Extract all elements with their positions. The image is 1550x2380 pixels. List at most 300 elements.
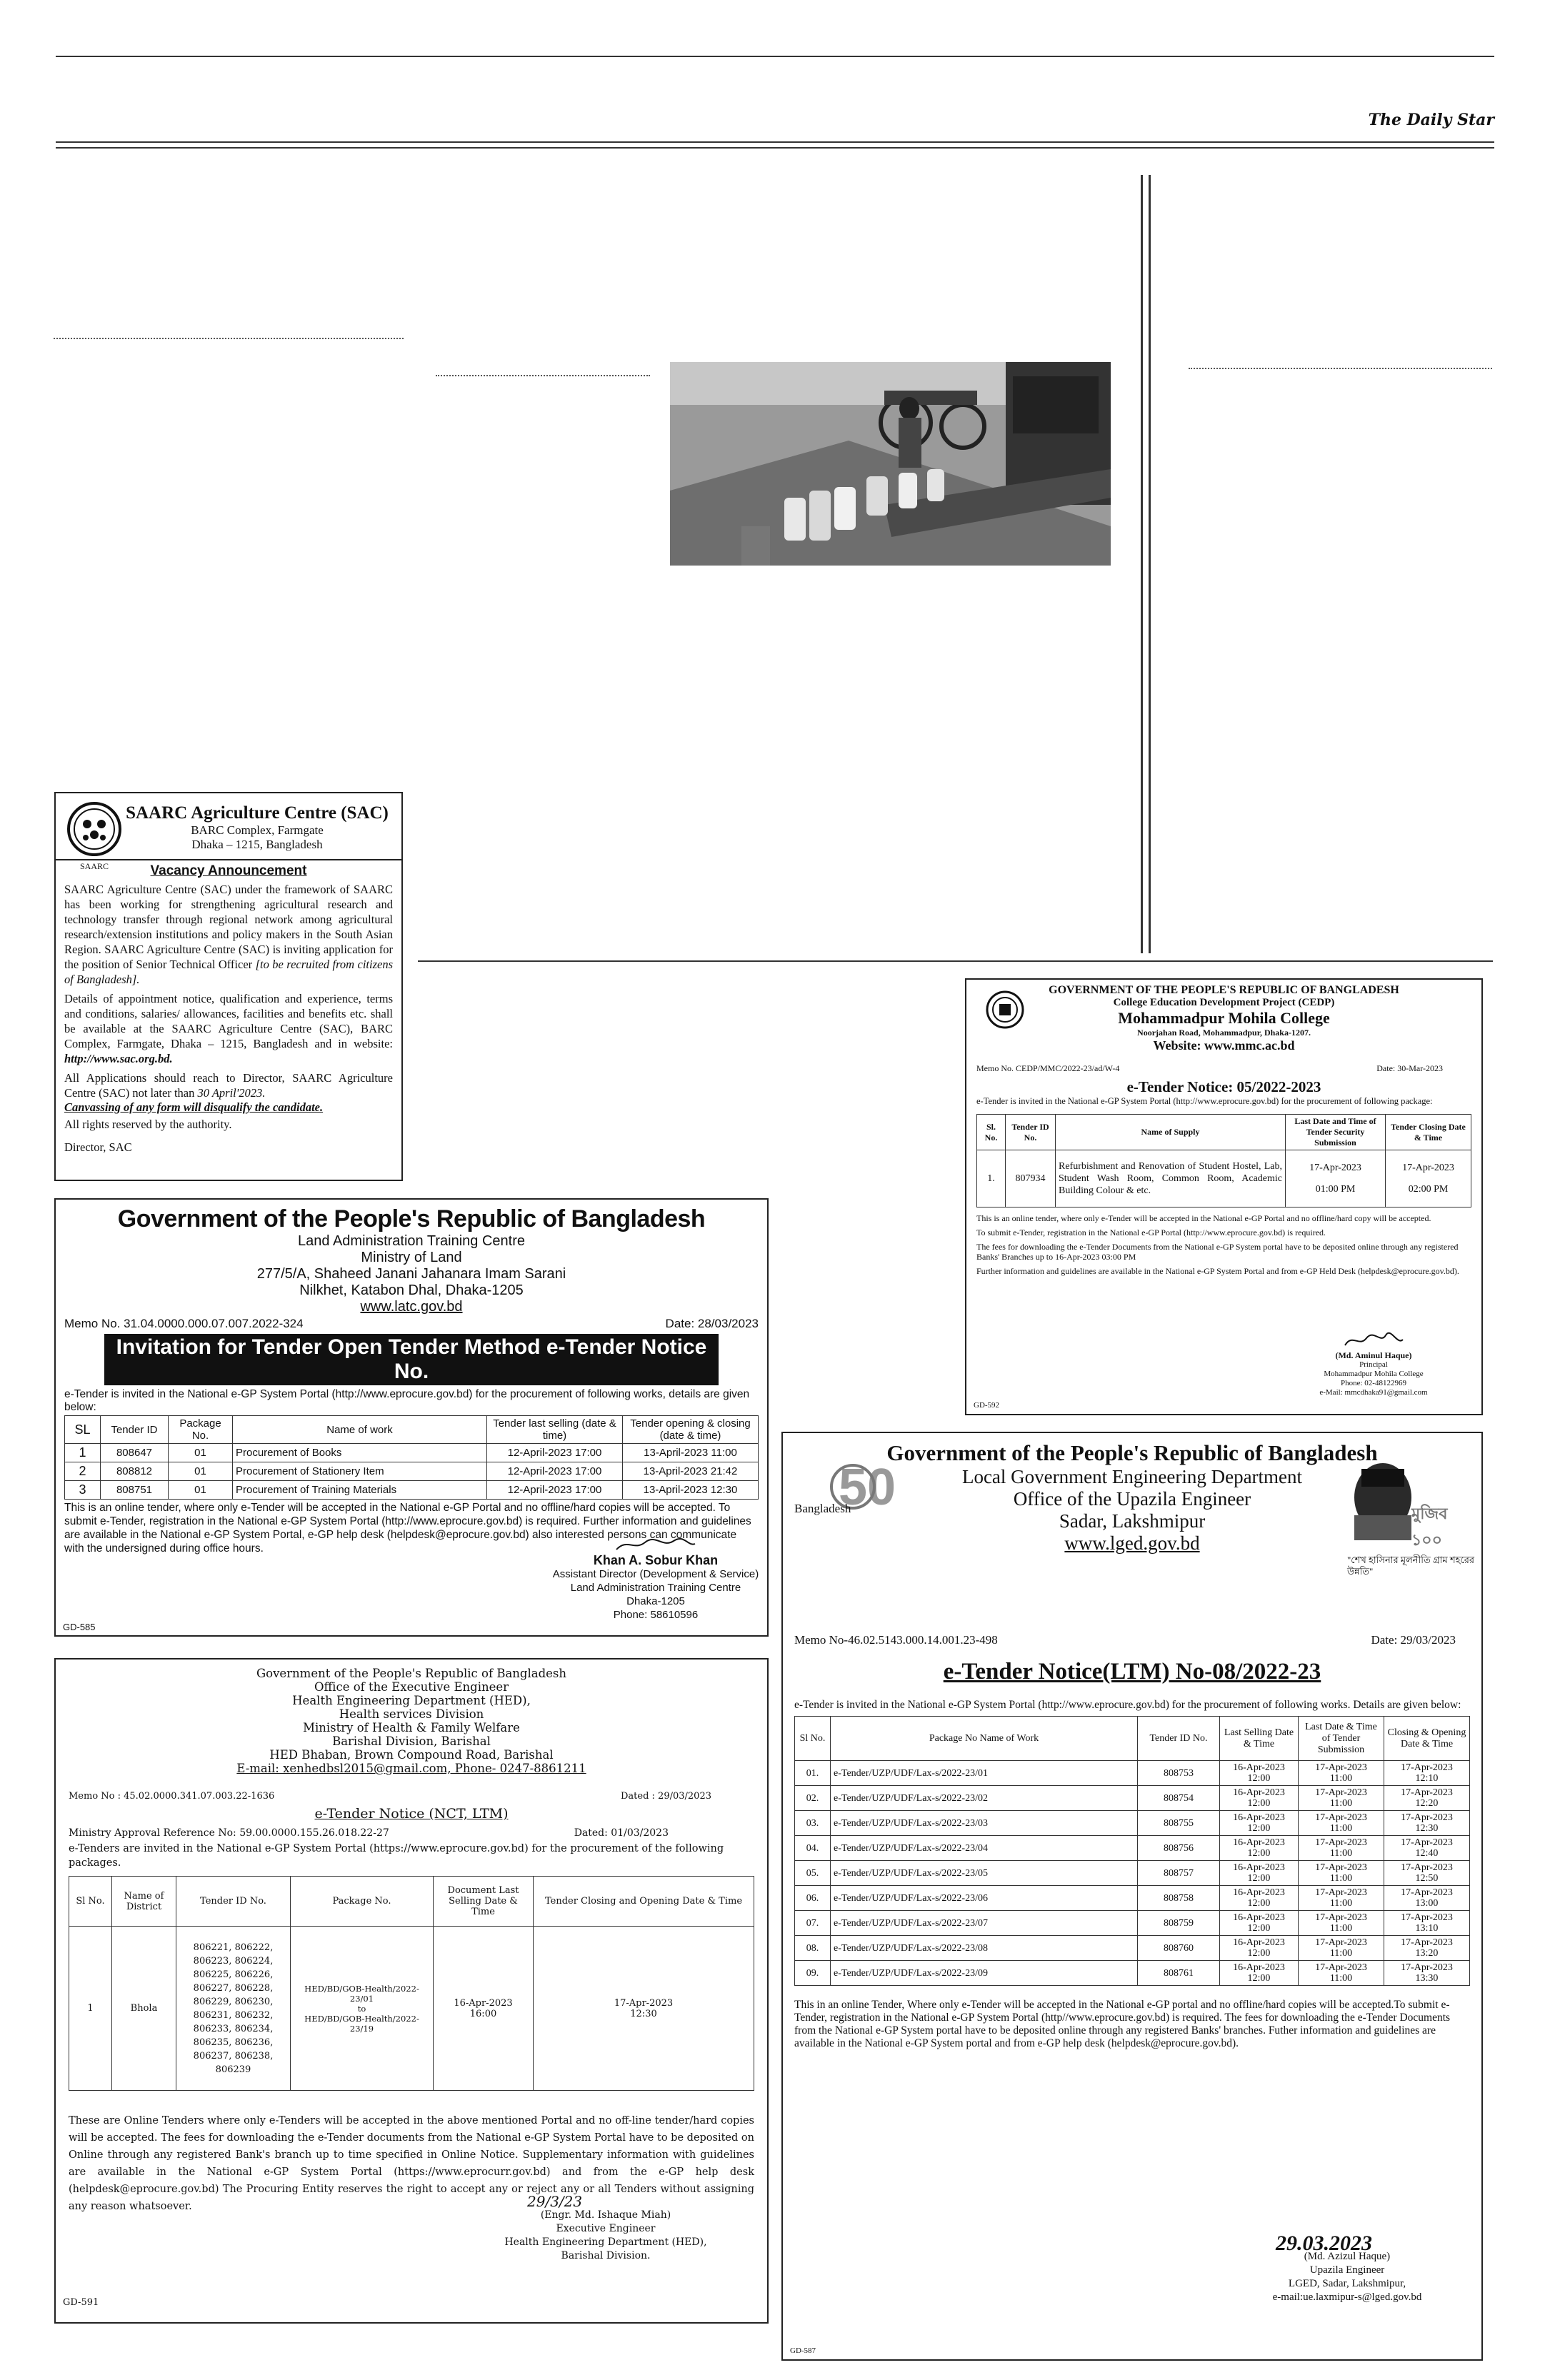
svg-text:50: 50 bbox=[839, 1459, 896, 1516]
cell-text: 11:00 bbox=[1329, 1948, 1353, 1959]
cell-text: 12:00 bbox=[1247, 1973, 1271, 1984]
mmc-sign-name: (Md. Aminul Haque) bbox=[1335, 1350, 1412, 1360]
cell bbox=[831, 1761, 1138, 1786]
lged-intro: e-Tender is invited in the National e-GP System Portal (http://www.eprocure.gov.bd) for the procurement of following works. Details are given below: bbox=[794, 1699, 1461, 1711]
lged-memo: Memo No-46.02.5143.000.14.001.23-498 bbox=[794, 1633, 998, 1647]
hed-memo: Memo No : 45.02.0000.341.07.003.22-1636 bbox=[69, 1791, 275, 1802]
cell-text: 16-Apr-2023 bbox=[1233, 1962, 1285, 1973]
lged-tender-ad bbox=[781, 1432, 1483, 2361]
cell bbox=[1384, 1836, 1470, 1861]
sac-para3-text: All Applications should reach to Director, SAARC Agriculture Centre (SAC) not later than bbox=[64, 1071, 393, 1100]
cell bbox=[1299, 1861, 1384, 1886]
cell-text: e-Tender/UZP/UDF/Lax-s/2022-23/04 bbox=[834, 1842, 988, 1854]
cell-text: 808760 bbox=[1164, 1942, 1194, 1954]
hed-gov: Government of the People's Republic of Bangladesh bbox=[256, 1667, 567, 1680]
sac-signature: Director, SAC bbox=[64, 1140, 132, 1154]
mmc-th-id: Tender ID No. bbox=[1006, 1115, 1056, 1150]
cell-text: 12:00 bbox=[1247, 1948, 1271, 1959]
cell-text: 12:00 bbox=[1247, 1873, 1271, 1884]
cell-text: 17-Apr-2023 bbox=[1315, 1887, 1367, 1898]
cell: Procurement of Books bbox=[233, 1444, 487, 1462]
hed-approval-row bbox=[69, 1827, 754, 1839]
cell: 01 bbox=[169, 1462, 233, 1481]
hed-th-package: Package No. bbox=[291, 1877, 434, 1927]
cell: 1. bbox=[977, 1150, 1006, 1207]
cell-text: 808759 bbox=[1164, 1917, 1194, 1929]
lged-th-selling: Last Selling Date & Time bbox=[1220, 1717, 1299, 1761]
cell bbox=[1138, 1786, 1220, 1811]
lged-date: Date: 29/03/2023 bbox=[1371, 1633, 1456, 1647]
hed-signature-block bbox=[484, 2195, 727, 2263]
hed-th-closing: Tender Closing and Opening Date & Time bbox=[534, 1877, 754, 1927]
hed-th-selling: Document Last Selling Date & Time bbox=[434, 1877, 534, 1927]
cell-text: 12:00 bbox=[1247, 1898, 1271, 1909]
cell-text: 07. bbox=[806, 1917, 819, 1929]
masthead-rule-1 bbox=[56, 141, 1494, 143]
cell-text: 02. bbox=[806, 1792, 819, 1804]
latc-sign-title: Assistant Director (Development & Service) bbox=[552, 1568, 759, 1580]
latc-footer: This is an online tender, where only e-Tender will be accepted in the National e-GP Portal and no offline/hard copies will be accepted. To submit e-Tender, registration in the National e-GP System Portal (http://www.eprocure.gov.bd) is required. Further information and guidelines are available in the National e-GP System Portal, e-GP help desk (helpdesk@eprocure.gov.bd) also interested persons can communicate with the undersigned during office hours. bbox=[64, 1502, 751, 1555]
latc-signature-block bbox=[549, 1537, 763, 1622]
cell bbox=[831, 1861, 1138, 1886]
cell bbox=[1220, 1836, 1299, 1861]
mmc-notes bbox=[976, 1213, 1471, 1276]
sac-deadline: 30 April'2023. bbox=[197, 1086, 266, 1100]
cell bbox=[831, 1911, 1138, 1936]
cell bbox=[831, 1886, 1138, 1911]
latc-website[interactable]: www.latc.gov.bd bbox=[360, 1299, 463, 1315]
hed-sign-title: Executive Engineer bbox=[556, 2223, 656, 2234]
hed-dept: Health Engineering Department (HED), bbox=[292, 1694, 531, 1707]
mujib-100-text: মুজিব ১০০ bbox=[1411, 1505, 1448, 1549]
section-rule bbox=[418, 960, 1493, 962]
cell bbox=[1220, 1911, 1299, 1936]
sac-warning: Canvassing of any form will disqualify the candidate. bbox=[64, 1100, 324, 1114]
mmc-th-sl: Sl. No. bbox=[977, 1115, 1006, 1150]
cell: 3 bbox=[65, 1481, 101, 1500]
cell bbox=[1299, 1936, 1384, 1961]
cell-text: 12:00 bbox=[1247, 1798, 1271, 1809]
lged-table-body bbox=[795, 1761, 1470, 1986]
lged-website[interactable]: www.lged.gov.bd bbox=[1064, 1532, 1200, 1554]
latc-gd-code: GD-585 bbox=[63, 1622, 96, 1632]
lged-sign-name: (Md. Azizul Haque) bbox=[1304, 2251, 1391, 2262]
latc-intro: e-Tender is invited in the National e-GP System Portal (http://www.eprocure.gov.bd) for the procurement of following works, details are given below: bbox=[64, 1388, 750, 1413]
sac-address-1: BARC Complex, Farmgate bbox=[191, 823, 324, 837]
mmc-th-security: Last Date and Time of Tender Security Submission bbox=[1286, 1115, 1386, 1150]
lged-dept: Local Government Engineering Department bbox=[961, 1466, 1303, 1487]
sac-paragraph-1 bbox=[64, 882, 393, 987]
latc-banner: Invitation for Tender Open Tender Method e-Tender Notice No. bbox=[104, 1334, 719, 1385]
cell bbox=[1138, 1761, 1220, 1786]
mmc-signature-block bbox=[1274, 1330, 1474, 1397]
hed-tender-ad bbox=[54, 1658, 769, 2324]
cell-text: 11:00 bbox=[1329, 1898, 1353, 1909]
mmc-address: Noorjahan Road, Mohammadpur, Dhaka-1207. bbox=[1137, 1028, 1311, 1038]
cell bbox=[1384, 1811, 1470, 1836]
cell: 808647 bbox=[101, 1444, 169, 1462]
cell-text: 17-Apr-2023 bbox=[1315, 1762, 1367, 1773]
lged-sign-title: Upazila Engineer bbox=[1309, 2264, 1385, 2276]
cell: 2 bbox=[65, 1462, 101, 1481]
cell-text: 04. bbox=[806, 1842, 819, 1854]
hed-table bbox=[69, 1876, 754, 2091]
dotted-separator-1 bbox=[54, 338, 404, 339]
cell bbox=[1384, 1936, 1470, 1961]
sac-heading: Vacancy Announcement bbox=[150, 863, 307, 878]
cell: 13-April-2023 21:42 bbox=[623, 1462, 759, 1481]
latc-sign-name: Khan A. Sobur Khan bbox=[593, 1553, 719, 1567]
hed-division: Health services Division bbox=[339, 1707, 484, 1721]
sac-paragraph-2 bbox=[64, 991, 393, 1066]
mmc-project: College Education Development Project (CEDP) bbox=[1113, 997, 1335, 1008]
table-row bbox=[795, 1836, 1470, 1861]
cell-text: 17-Apr-2023 bbox=[1315, 1787, 1367, 1798]
table-row bbox=[795, 1886, 1470, 1911]
cell bbox=[1299, 1786, 1384, 1811]
cell-text: 17-Apr-2023 bbox=[1401, 1762, 1453, 1773]
lged-office: Office of the Upazila Engineer bbox=[1013, 1488, 1251, 1510]
cell: 1 bbox=[65, 1444, 101, 1462]
cell-text: 11:00 bbox=[1329, 1873, 1353, 1884]
cell: Procurement of Training Materials bbox=[233, 1481, 487, 1500]
mmc-closing-time: 02:00 PM bbox=[1408, 1183, 1449, 1195]
cell-text: 13:10 bbox=[1415, 1923, 1439, 1934]
mmc-note-2: To submit e-Tender, registration in the National e-GP Portal (http://www.eprocure.gov.bd) is required. bbox=[976, 1227, 1326, 1237]
cell bbox=[1384, 1861, 1470, 1886]
mmc-sign-phone: Phone: 02-48122969 bbox=[1341, 1379, 1406, 1387]
cell bbox=[795, 1861, 831, 1886]
mmc-sign-org: Mohammadpur Mohila College bbox=[1324, 1370, 1424, 1378]
mmc-memo-row bbox=[976, 1063, 1471, 1074]
cell bbox=[1220, 1886, 1299, 1911]
cell bbox=[831, 1811, 1138, 1836]
mmc-sign-title: Principal bbox=[1359, 1360, 1388, 1369]
hed-sell-time: 16:00 bbox=[469, 2008, 497, 2019]
latc-address-1: 277/5/A, Shaheed Janani Jahanara Imam Sarani bbox=[256, 1266, 566, 1282]
cell bbox=[1299, 1961, 1384, 1986]
latc-th-id: Tender ID bbox=[101, 1416, 169, 1444]
cell-text: 09. bbox=[806, 1967, 819, 1979]
cell bbox=[795, 1836, 831, 1861]
cell bbox=[831, 1786, 1138, 1811]
mmc-website[interactable]: Website: www.mmc.ac.bd bbox=[1153, 1038, 1295, 1053]
cell-text: 03. bbox=[806, 1817, 819, 1829]
sac-rights: All rights reserved by the authority. bbox=[64, 1118, 232, 1131]
cell-text: 17-Apr-2023 bbox=[1401, 1962, 1453, 1973]
lged-title: e-Tender Notice(LTM) No-08/2022-23 bbox=[943, 1659, 1321, 1684]
cell-text: 17-Apr-2023 bbox=[1401, 1887, 1453, 1898]
hed-contact: E-mail: xenhedbsl2015@gmail.com, Phone- 0247-8861211 bbox=[236, 1762, 586, 1775]
lged-th-submission: Last Date & Time of Tender Submission bbox=[1299, 1717, 1384, 1761]
cell bbox=[1138, 1961, 1220, 1986]
cell-text: 13:30 bbox=[1415, 1973, 1439, 1984]
hed-th-id: Tender ID No. bbox=[176, 1877, 291, 1927]
latc-th-selling: Tender last selling (date & time) bbox=[487, 1416, 623, 1444]
hed-office: Office of the Executive Engineer bbox=[314, 1680, 509, 1694]
cell bbox=[795, 1961, 831, 1986]
cell-text: 13:00 bbox=[1415, 1898, 1439, 1909]
sac-website-link[interactable]: http://www.sac.org.bd. bbox=[64, 1052, 173, 1065]
table-row bbox=[795, 1911, 1470, 1936]
cell bbox=[795, 1936, 831, 1961]
cell: 01 bbox=[169, 1444, 233, 1462]
cell bbox=[1220, 1861, 1299, 1886]
mmc-intro: e-Tender is invited in the National e-GP System Portal (http://www.eprocure.gov.bd) for the procurement of following package: bbox=[976, 1096, 1433, 1106]
cell: 13-April-2023 12:30 bbox=[623, 1481, 759, 1500]
cell bbox=[1138, 1811, 1220, 1836]
cell: 808812 bbox=[101, 1462, 169, 1481]
lged-th-id: Tender ID No. bbox=[1138, 1717, 1220, 1761]
latc-org: Land Administration Training Centre bbox=[298, 1233, 525, 1249]
cell: Bhola bbox=[112, 1927, 176, 2091]
cell-text: 16-Apr-2023 bbox=[1233, 1787, 1285, 1798]
cell-text: 16-Apr-2023 bbox=[1233, 1937, 1285, 1948]
latc-sign-city: Dhaka-1205 bbox=[626, 1595, 685, 1607]
cell: 806221, 806222, 806223, 806224, 806225, 806226, 806227, 806228, 806229, 806230, 806231, 806232, 806233, 806234, 806235, 806236, 806237, 806238, 806239 bbox=[176, 1927, 291, 2091]
cell-text: 12:00 bbox=[1247, 1923, 1271, 1934]
hed-title: e-Tender Notice (NCT, LTM) bbox=[314, 1806, 509, 1822]
cell bbox=[534, 1927, 754, 2091]
dotted-separator-3 bbox=[1189, 368, 1492, 369]
cell-text: 16-Apr-2023 bbox=[1233, 1812, 1285, 1823]
cell bbox=[795, 1786, 831, 1811]
masthead-rule-2 bbox=[56, 147, 1494, 149]
sac-paragraph-3 bbox=[64, 1070, 393, 1100]
mmc-tender-ad bbox=[965, 978, 1483, 1415]
lged-signature-date: 29.03.2023 bbox=[1276, 2231, 1372, 2255]
latc-th-work: Name of work bbox=[233, 1416, 487, 1444]
cell: Refurbishment and Renovation of Student Hostel, Lab, Student Wash Room, Common Room, Academic Building Colour & etc. bbox=[1056, 1150, 1286, 1207]
cell bbox=[1286, 1150, 1386, 1207]
mmc-security-date: 17-Apr-2023 bbox=[1309, 1162, 1361, 1173]
table-row bbox=[795, 1786, 1470, 1811]
cell-text: 12:00 bbox=[1247, 1848, 1271, 1859]
cell-text: 12:20 bbox=[1415, 1798, 1439, 1809]
cell-text: e-Tender/UZP/UDF/Lax-s/2022-23/06 bbox=[834, 1892, 988, 1904]
table-row bbox=[69, 1927, 754, 2091]
cell bbox=[795, 1911, 831, 1936]
hed-sign-org: Health Engineering Department (HED), bbox=[504, 2236, 707, 2248]
mmc-note-3: The fees for downloading the e-Tender Documents from the National e-GP System portal have to be deposited online through any registered Banks' Branches up to 16-Apr-2023 03:00 PM bbox=[976, 1242, 1459, 1262]
hed-package-to: HED/BD/GOB-Health/2022-23/19 bbox=[304, 2013, 419, 2034]
latc-sign-phone: Phone: 58610596 bbox=[613, 1609, 699, 1621]
cell bbox=[1384, 1886, 1470, 1911]
lged-sign-email: e-mail:ue.laxmipur-s@lged.gov.bd bbox=[1272, 2291, 1422, 2303]
cell-text: 16-Apr-2023 bbox=[1233, 1762, 1285, 1773]
cell-text: 808753 bbox=[1164, 1767, 1194, 1779]
mmc-security-time: 01:00 PM bbox=[1315, 1183, 1356, 1195]
latc-signature-scribble bbox=[613, 1537, 699, 1554]
cell-text: 808758 bbox=[1164, 1892, 1194, 1904]
mmc-th-closing: Tender Closing Date & Time bbox=[1386, 1115, 1471, 1150]
bangladesh-50-logo bbox=[794, 1455, 896, 1540]
cell-text: 16-Apr-2023 bbox=[1233, 1912, 1285, 1923]
cell-text: 17-Apr-2023 bbox=[1401, 1787, 1453, 1798]
cell-text: e-Tender/UZP/UDF/Lax-s/2022-23/02 bbox=[834, 1792, 988, 1804]
sac-title: SAARC Agriculture Centre (SAC) bbox=[126, 803, 389, 823]
mmc-title: e-Tender Notice: 05/2022-2023 bbox=[1126, 1078, 1321, 1095]
table-row bbox=[65, 1462, 759, 1481]
cell-text: 08. bbox=[806, 1942, 819, 1954]
government-seal-icon bbox=[985, 990, 1025, 1033]
cell bbox=[795, 1761, 831, 1786]
cell: 12-April-2023 17:00 bbox=[487, 1481, 623, 1500]
hed-sign-name: (Engr. Md. Ishaque Miah) bbox=[540, 2209, 671, 2221]
hed-ministry: Ministry of Health & Family Welfare bbox=[303, 1721, 520, 1734]
latc-tender-ad bbox=[54, 1198, 769, 1637]
cell-text: 17-Apr-2023 bbox=[1401, 1937, 1453, 1948]
latc-th-sl: SL bbox=[65, 1416, 101, 1444]
cell bbox=[1220, 1936, 1299, 1961]
cell-text: 06. bbox=[806, 1892, 819, 1904]
cell-text: 11:00 bbox=[1329, 1973, 1353, 1984]
sac-para1-italic: [to be recruited from citizens of Bangladesh]. bbox=[64, 958, 394, 986]
hed-th-district: Name of District bbox=[112, 1877, 176, 1927]
latc-table bbox=[64, 1415, 759, 1500]
lged-slogan: "শেখ হাসিনার মূলনীতি গ্রাম শহরের উন্নতি" bbox=[1347, 1555, 1475, 1577]
cell bbox=[1220, 1811, 1299, 1836]
cell bbox=[1220, 1786, 1299, 1811]
table-row bbox=[795, 1761, 1470, 1786]
cell bbox=[1384, 1786, 1470, 1811]
hed-dated: Dated : 29/03/2023 bbox=[621, 1791, 711, 1802]
hed-signature-date: 29/3/23 bbox=[527, 2193, 583, 2210]
table-row bbox=[977, 1150, 1471, 1207]
table-row bbox=[795, 1811, 1470, 1836]
mujib-100-emblem bbox=[1333, 1455, 1476, 1583]
cell-text: 17-Apr-2023 bbox=[1315, 1812, 1367, 1823]
cell-text: 11:00 bbox=[1329, 1823, 1353, 1834]
column-divider-right bbox=[1149, 175, 1151, 953]
latc-memo: Memo No. 31.04.0000.000.07.007.2022-324 bbox=[64, 1317, 304, 1330]
hed-close-time: 12:30 bbox=[630, 2008, 657, 2019]
cell-text: 808755 bbox=[1164, 1817, 1194, 1829]
cell-text: 17-Apr-2023 bbox=[1315, 1912, 1367, 1923]
hed-footer: These are Online Tenders where only e-Tenders will be accepted in the above mentioned Portal and no off-line tender/hard copies will be accepted. The fees for downloading the e-Tender documents from the National e-GP System Portal have to be deposited on Online through any registered Bank's branch up to time specified in Online Notice. Supplementary information with guidelines are available in the National e-GP System Portal (https://www.eprocurr.gov.bd) and from the e-GP help desk (helpdesk@eprocure.gov.bd) The Procuring Entity reserves the right to accept any or reject any or all Tenders without assigning any reason whatsoever. bbox=[69, 2115, 754, 2212]
cell: 1 bbox=[69, 1927, 112, 2091]
table-row bbox=[795, 1861, 1470, 1886]
lged-sign-org: LGED, Sadar, Lakshmipur, bbox=[1288, 2278, 1406, 2289]
hed-approval: Ministry Approval Reference No: 59.00.0000.155.26.018.22-27 bbox=[69, 1827, 389, 1839]
cell-text: 05. bbox=[806, 1867, 819, 1879]
cell: 12-April-2023 17:00 bbox=[487, 1462, 623, 1481]
cell-text: 17-Apr-2023 bbox=[1315, 1862, 1367, 1873]
hed-sell-date: 16-Apr-2023 bbox=[454, 1997, 513, 2009]
hed-package-to-word: to bbox=[357, 2003, 366, 2014]
top-rule bbox=[56, 56, 1494, 57]
hed-barishal: Barishal Division, Barishal bbox=[332, 1734, 491, 1748]
cell-text: 11:00 bbox=[1329, 1923, 1353, 1934]
lged-logo-text: Bangladesh bbox=[794, 1502, 851, 1515]
news-photo bbox=[670, 362, 1111, 566]
hed-gd-code: GD-591 bbox=[63, 2297, 99, 2308]
cell bbox=[795, 1811, 831, 1836]
cell bbox=[1299, 1761, 1384, 1786]
latc-ministry: Ministry of Land bbox=[361, 1250, 462, 1265]
cell: 807934 bbox=[1006, 1150, 1056, 1207]
lged-place: Sadar, Lakshmipur bbox=[1059, 1510, 1206, 1532]
cell-text: 17-Apr-2023 bbox=[1401, 1862, 1453, 1873]
cell: 12-April-2023 17:00 bbox=[487, 1444, 623, 1462]
mmc-signature-scribble bbox=[1341, 1330, 1406, 1351]
cell-text: 11:00 bbox=[1329, 1773, 1353, 1784]
cell-text: 17-Apr-2023 bbox=[1401, 1837, 1453, 1848]
hed-intro: e-Tenders are invited in the National e-GP System Portal (https://www.eprocure.gov.bd) for the procurement of the following packages. bbox=[69, 1843, 724, 1869]
hed-approval-date: Dated: 01/03/2023 bbox=[574, 1827, 669, 1839]
cell-text: e-Tender/UZP/UDF/Lax-s/2022-23/08 bbox=[834, 1942, 988, 1954]
cell-text: e-Tender/UZP/UDF/Lax-s/2022-23/03 bbox=[834, 1817, 988, 1829]
cell bbox=[1138, 1936, 1220, 1961]
cell-text: 11:00 bbox=[1329, 1848, 1353, 1859]
cell: Procurement of Stationery Item bbox=[233, 1462, 487, 1481]
mmc-date: Date: 30-Mar-2023 bbox=[1376, 1063, 1443, 1073]
masthead-brand: The Daily Star bbox=[1368, 111, 1494, 129]
cell bbox=[1299, 1811, 1384, 1836]
cell bbox=[1138, 1911, 1220, 1936]
lged-th-closing: Closing & Opening Date & Time bbox=[1384, 1717, 1470, 1761]
cell-text: e-Tender/UZP/UDF/Lax-s/2022-23/01 bbox=[834, 1767, 988, 1779]
latc-gov-title: Government of the People's Republic of Bangladesh bbox=[117, 1205, 706, 1232]
cell-text: 12:30 bbox=[1415, 1823, 1439, 1834]
cell bbox=[1220, 1761, 1299, 1786]
lged-signature-block bbox=[1226, 2231, 1469, 2304]
latc-th-package: Package No. bbox=[169, 1416, 233, 1444]
cell bbox=[831, 1936, 1138, 1961]
lged-th-sl: Sl No. bbox=[795, 1717, 831, 1761]
cell-text: 13:20 bbox=[1415, 1948, 1439, 1959]
cell bbox=[1299, 1886, 1384, 1911]
cell: 01 bbox=[169, 1481, 233, 1500]
cell bbox=[1138, 1886, 1220, 1911]
sac-para2-text: Details of appointment notice, qualification and experience, terms and conditions, salaries/ allowances, facilities and benefits etc. shall be available at the SAARC Agriculture Centre (SAC), BARC Complex, Farmgate, Dhaka – 1215, Bangladesh and in website: bbox=[64, 992, 393, 1050]
mmc-gov: GOVERNMENT OF THE PEOPLE'S REPUBLIC OF BANGLADESH bbox=[1049, 984, 1399, 996]
mmc-table bbox=[976, 1114, 1471, 1207]
sac-logo-caption: SAARC bbox=[79, 861, 109, 871]
cell bbox=[1384, 1911, 1470, 1936]
mmc-closing-date: 17-Apr-2023 bbox=[1402, 1162, 1454, 1173]
cell-text: 16-Apr-2023 bbox=[1233, 1862, 1285, 1873]
cell bbox=[1384, 1961, 1470, 1986]
cell-text: 16-Apr-2023 bbox=[1233, 1887, 1285, 1898]
column-divider-left bbox=[1141, 175, 1143, 953]
cell-text: e-Tender/UZP/UDF/Lax-s/2022-23/07 bbox=[834, 1917, 988, 1929]
cell-text: 808756 bbox=[1164, 1842, 1194, 1854]
mmc-note-4: Further information and guidelines are available in the National e-GP System Portal and from e-GP Held Desk (helpdesk@eprocure.gov.bd). bbox=[976, 1266, 1459, 1276]
sac-vacancy-ad bbox=[54, 792, 403, 1181]
cell-text: 16-Apr-2023 bbox=[1233, 1837, 1285, 1848]
lged-footer: This in an online Tender, Where only e-Tender will be accepted in the National e-GP portal and no offline/hard copies will be accepted.To submit e-Tender, registration in the National e-GP System Portal (http//www.eprocure.gov.bd) is required. The fees for downloading the e-Tender Documents from the National e-GP System portal have to be deposited online through any registered Banks' branches. Futher information and guidelines are available in the National e-GP System portal and from e-GP help desk (helpdesk@eprocure.gov.bd). bbox=[794, 1999, 1451, 2049]
hed-sign-div: Barishal Division. bbox=[561, 2250, 651, 2261]
cell-text: 17-Apr-2023 bbox=[1401, 1912, 1453, 1923]
cell bbox=[795, 1886, 831, 1911]
lged-th-package: Package No Name of Work bbox=[831, 1717, 1138, 1761]
mmc-college: Mohammadpur Mohila College bbox=[1118, 1009, 1330, 1027]
sac-address-2: Dhaka – 1215, Bangladesh bbox=[191, 838, 323, 851]
cell bbox=[1138, 1836, 1220, 1861]
table-row bbox=[65, 1444, 759, 1462]
lged-gd-code: GD-587 bbox=[790, 2346, 816, 2355]
cell bbox=[1138, 1861, 1220, 1886]
cell bbox=[1386, 1150, 1471, 1207]
latc-th-opening: Tender opening & closing (date & time) bbox=[623, 1416, 759, 1444]
latc-address-2: Nilkhet, Katabon Dhal, Dhaka-1205 bbox=[299, 1282, 524, 1298]
cell bbox=[831, 1961, 1138, 1986]
cell-text: 11:00 bbox=[1329, 1798, 1353, 1809]
cell-text: 12:10 bbox=[1415, 1773, 1439, 1784]
latc-sign-org: Land Administration Training Centre bbox=[570, 1582, 741, 1594]
table-row bbox=[795, 1961, 1470, 1986]
